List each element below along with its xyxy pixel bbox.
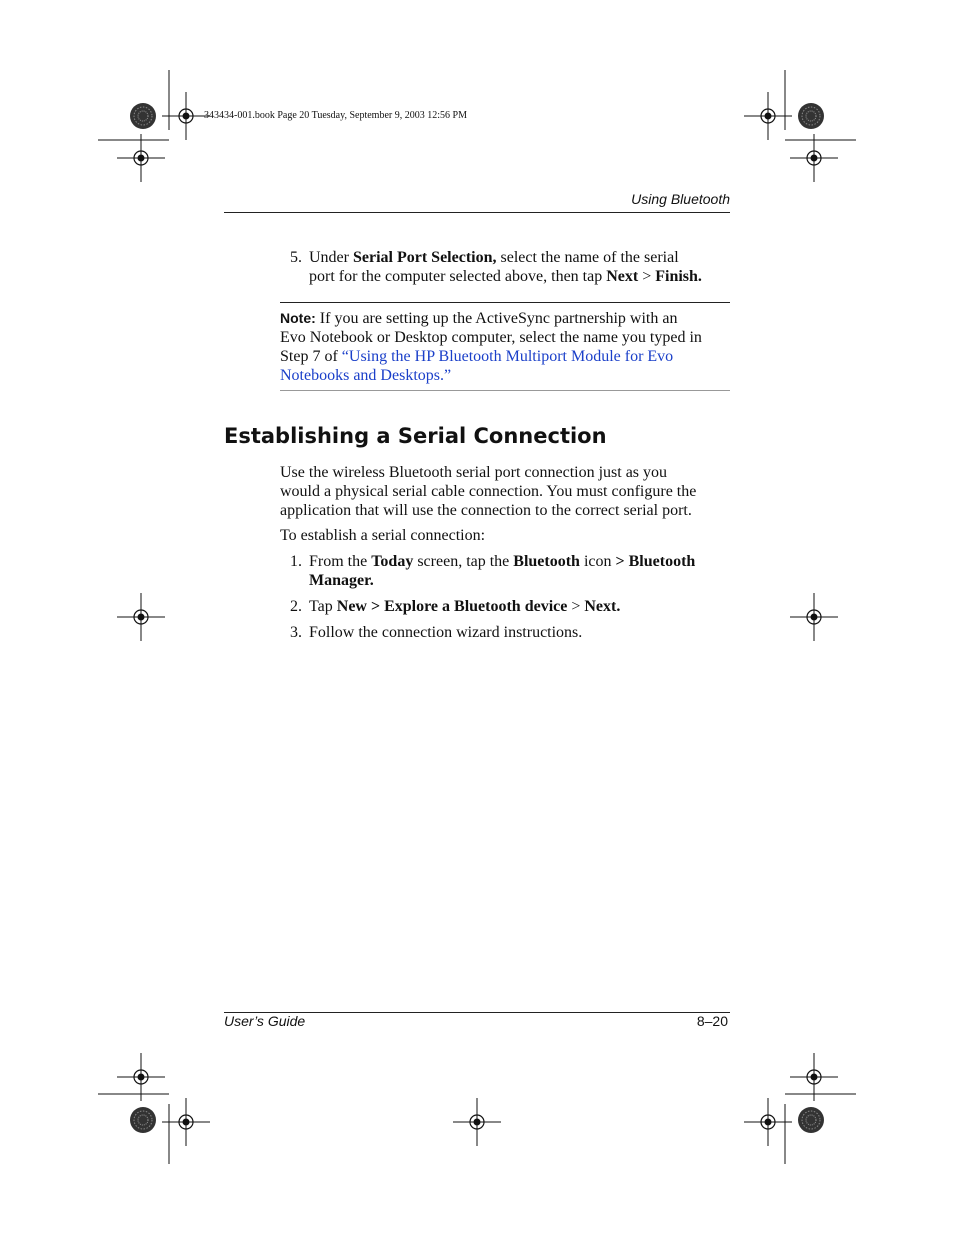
ui-term: Serial Port Selection, <box>352 249 497 266</box>
registration-mark-icon <box>117 593 165 641</box>
cross-reference-link-continued[interactable]: Notebooks and Desktops.” <box>280 367 452 384</box>
step-3: 3. Follow the connection wizard instructions. <box>290 624 583 641</box>
procedure-intro: To establish a serial connection: <box>280 527 486 544</box>
footer-book-title: User’s Guide <box>224 1013 306 1029</box>
ui-term: > Bluetooth <box>615 553 696 570</box>
ui-term: Next. <box>584 598 621 615</box>
sunburst-icon-top-right <box>798 103 824 129</box>
step-number: 5. <box>290 249 302 266</box>
note-bottom-rule <box>280 390 730 391</box>
note-block: Note: If you are setting up the ActiveSync partnership with an Evo Notebook or Desktop computer, select the name you typed in Step 7 of “Using the HP Bluetooth Multiport Module for Evo Notebooks and Desktops.” <box>280 310 702 384</box>
print-slug: 343434-001.book Page 20 Tuesday, September 9, 2003 12:56 PM <box>204 110 467 121</box>
header-rule <box>224 212 730 213</box>
sunburst-icon-bottom-left <box>130 1107 156 1133</box>
step-5: 5. Under Serial Port Selection, select the name of the serial port for the computer selected above, then tap Next > Finish. <box>290 249 702 285</box>
step-number: 3. <box>290 624 302 641</box>
ui-term: Bluetooth <box>513 553 580 570</box>
step-1: 1. From the Today screen, tap the Bluetooth icon > Bluetooth Manager. <box>290 553 696 589</box>
section-paragraph: Use the wireless Bluetooth serial port connection just as you would a physical serial cable connection. You must configure the application that will use the connection to the correct serial port. <box>280 464 697 519</box>
ui-term: Today <box>371 553 414 570</box>
note-label: Note: <box>280 310 316 326</box>
footer-page-number: 8–20 <box>696 1013 728 1029</box>
cross-reference-link[interactable]: “Using the HP Bluetooth Multiport Module for Evo <box>341 348 674 365</box>
ui-term: Finish. <box>655 268 702 285</box>
running-header-title: Using Bluetooth <box>631 191 730 207</box>
registration-mark-icon <box>453 1098 501 1146</box>
ui-term: Manager. <box>309 572 374 589</box>
note-top-rule <box>280 302 730 303</box>
ui-term: New > Explore a Bluetooth device <box>336 598 568 615</box>
ui-term: Next <box>606 268 639 285</box>
registration-mark-icon <box>790 593 838 641</box>
sunburst-icon-bottom-right <box>798 1107 824 1133</box>
step-number: 1. <box>290 553 302 570</box>
step-2: 2. Tap New > Explore a Bluetooth device > Next. <box>290 598 621 615</box>
section-heading: Establishing a Serial Connection <box>224 424 607 448</box>
registration-mark-icon <box>790 134 838 182</box>
step-number: 2. <box>290 598 302 615</box>
sunburst-icon-top-left <box>130 103 156 129</box>
registration-mark-icon <box>117 134 165 182</box>
